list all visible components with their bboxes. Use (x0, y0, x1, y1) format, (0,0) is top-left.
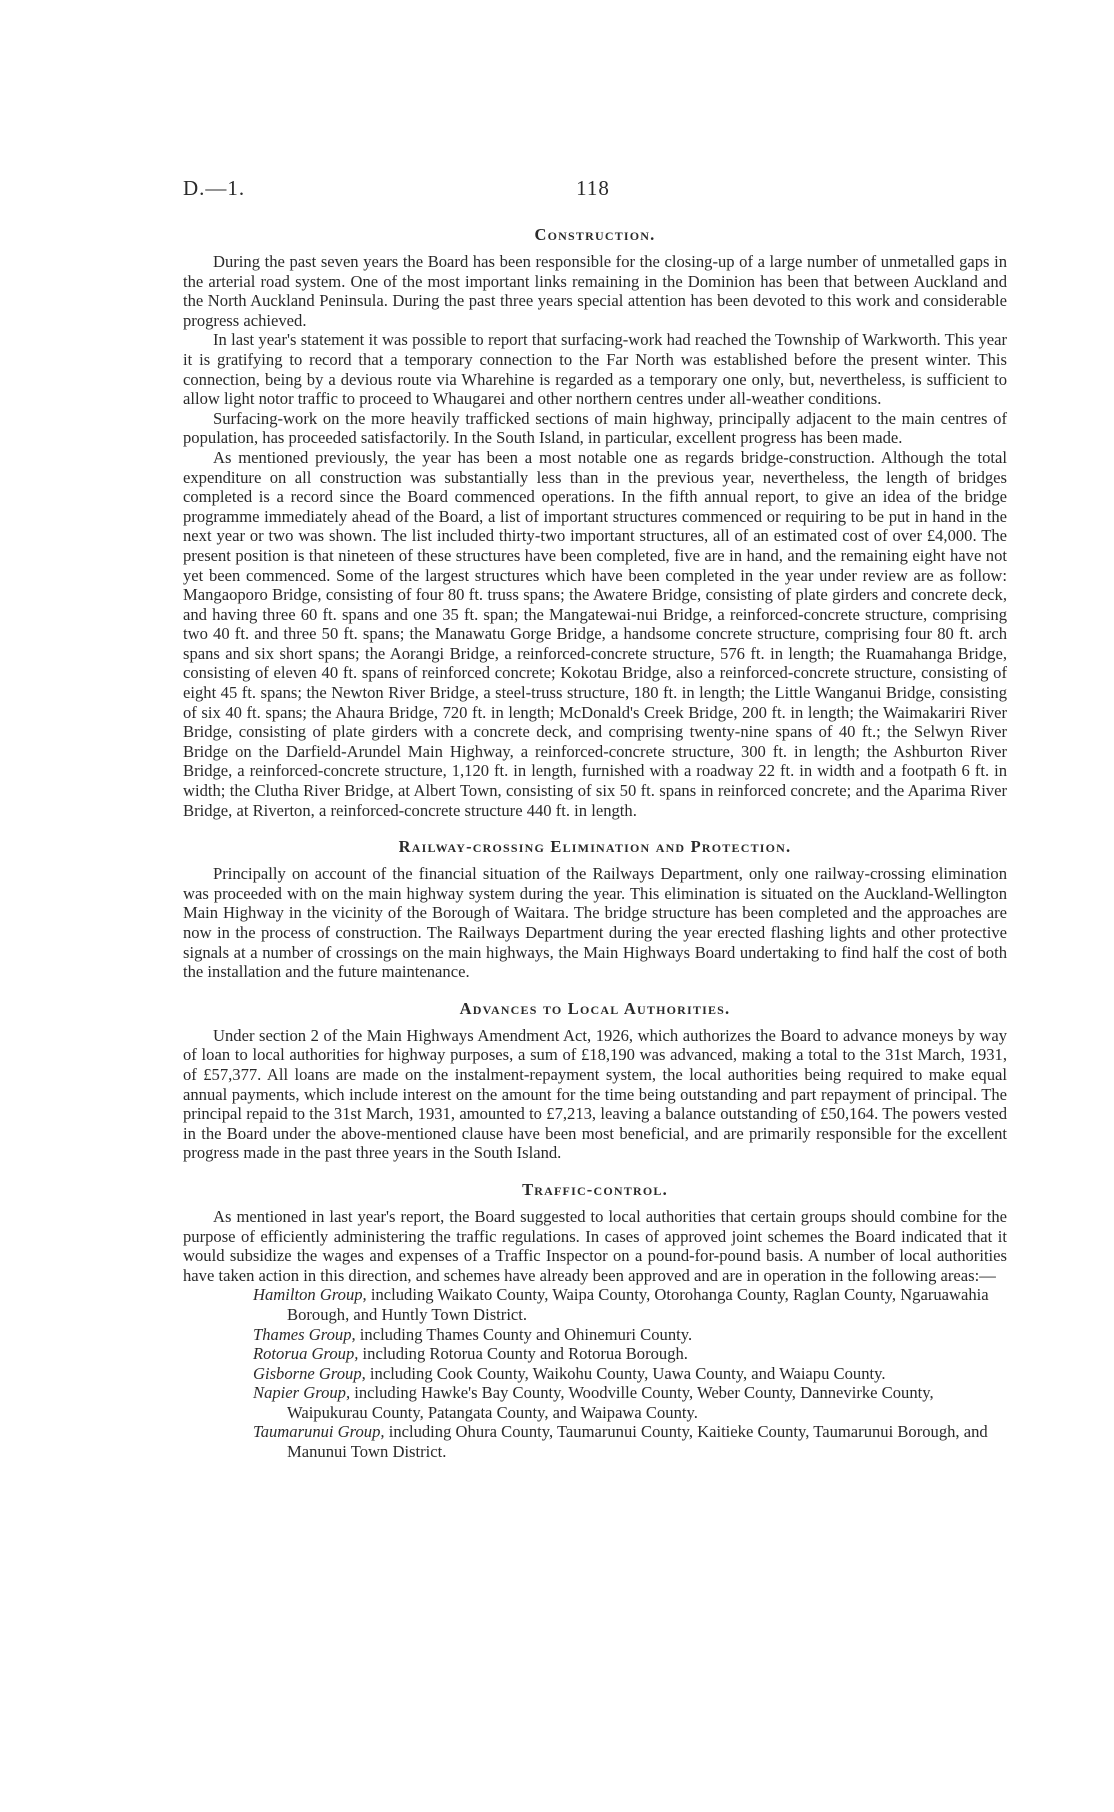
group-detail: including Ohura County, Taumarunui County, Kaitieke County, Taumarunui Borough, and Manunui Town District. (287, 1422, 988, 1462)
section-heading: Railway-crossing Elimination and Protection. (398, 837, 792, 857)
traffic-group-list (183, 1285, 1007, 1461)
group-detail: including Thames County and Ohinemuri County. (355, 1324, 693, 1344)
paragraph: In last year's statement it was possible to report that surfacing-work had reached the Township of Warkworth. This year it is gratifying to record that a temporary connection to the Far North was established before the present winter. This connection, being by a devious route via Wharehine is regarded as a temporary one only, but, nevertheless, is sufficient to allow light notor traffic to proceed to Whaugarei and other northern centres under all-weather conditions. (183, 330, 1007, 409)
list-item (253, 1422, 1007, 1461)
group-name: Gisborne Group, (253, 1363, 366, 1383)
group-detail: including Cook County, Waikohu County, Uawa County, and Waiapu County. (365, 1363, 886, 1383)
running-head (183, 176, 1003, 202)
group-name: Thames Group, (253, 1324, 356, 1344)
section-heading: Advances to Local Authorities. (459, 998, 731, 1018)
list-item (253, 1383, 1007, 1422)
section-construction (183, 225, 1007, 820)
group-detail: including Waikato County, Waipa County, Otorohanga County, Raglan County, Ngaruawahia Borough, and Huntly Town District. (287, 1285, 989, 1324)
group-detail: including Rotorua County and Rotorua Borough. (358, 1344, 688, 1364)
section-heading: Construction. (534, 225, 656, 244)
paragraph: During the past seven years the Board has been responsible for the closing-up of a large number of unmetalled gaps in the arterial road system. One of the most important links remaining in the Dominion has been that between Auckland and the North Auckland Peninsula. During the past three years special attention has been devoted to this work and considerable progress achieved. (183, 252, 1007, 330)
paragraph: Surfacing-work on the more heavily trafficked sections of main highway, principally adjacent to the main centres of population, has proceeded satisfactorily. In the South Island, in particular, excellent progress has been made. (183, 408, 1007, 448)
list-item (253, 1344, 1007, 1364)
section-traffic-control (183, 1180, 1007, 1462)
group-name: Rotorua Group, (253, 1344, 359, 1364)
paragraph: As mentioned previously, the year has been a most notable one as regards bridge-construction. Although the total expenditure on all construction was substantially less than in the previous year, nevertheless, the length of bridges completed is a record since the Board commenced operations. In the fifth annual report, to give an idea of the bridge programme immediately ahead of the Board, a list of important structures commenced or requiring to be put in hand in the next year or two was shown. The list included thirty-two important structures, all of an estimated cost of over £4,000. The present position is that nineteen of these structures have been completed, five are in hand, and the remaining eight have not yet been commenced. Some of the largest structures which have been completed in the year under review are as follow: Mangaoporo Bridge, consisting of four 80 ft. truss spans; the Awatere Bridge, consisting of plate girders and concrete deck, and having three 60 ft. spans and one 35 ft. span; the Mangatewai-nui Bridge, a reinforced-concrete structure, comprising two 40 ft. and three 50 ft. spans; the Manawatu Gorge Bridge, a handsome concrete structure, comprising four 80 ft. arch spans and six short spans; the Aorangi Bridge, a reinforced-concrete structure, 576 ft. in length; the Ruamahanga Bridge, consisting of eleven 40 ft. spans of reinforced concrete; Kokotau Bridge, also a reinforced-concrete structure, consisting of eight 45 ft. spans; the Newton River Bridge, a steel-truss structure, 180 ft. in length; the Little Wanganui Bridge, consisting of six 40 ft. spans; the Ahaura Bridge, 720 ft. in length; McDonald's Creek Bridge, 200 ft. in length; the Waimakariri River Bridge, consisting of plate girders with a concrete deck, and comprising twenty-nine spans of 40 ft.; the Selwyn River Bridge on the Darfield-Arundel Main Highway, a reinforced-concrete structure, 300 ft. in length; the Ashburton River Bridge, a reinforced-concrete structure, 1,120 ft. in length, furnished with a roadway 22 ft. in width and a footpath 6 ft. in width; the Clutha River Bridge, at Albert Town, consisting of six 50 ft. spans in reinforced concrete; and the Aparima River Bridge, at Riverton, a reinforced-concrete structure 440 ft. in length. (183, 447, 1007, 820)
group-name: Taumarunui Group, (253, 1422, 385, 1442)
section-advances (183, 999, 1007, 1163)
section-railway-crossing (183, 837, 1007, 982)
page-number: 118 (576, 176, 610, 200)
group-name: Napier Group, (253, 1383, 351, 1403)
list-item (253, 1364, 1007, 1384)
body-text (183, 225, 1007, 1462)
document-reference: D.—1. (183, 176, 246, 200)
paragraph: As mentioned in last year's report, the Board suggested to local authorities that certain groups should combine for the purpose of efficiently administering the traffic regulations. In cases of approved joint schemes the Board indicated that it would subsidize the wages and expenses of a Traffic Inspector on a pound-for-pound basis. A number of local authorities have taken action in this direction, and schemes have already been approved and are in operation in the following areas:— (183, 1206, 1007, 1285)
paragraph: Under section 2 of the Main Highways Amendment Act, 1926, which authorizes the Board to advance moneys by way of loan to local authorities for highway purposes, a sum of £18,190 was advanced, making a total to the 31st March, 1931, of £57,377. All loans are made on the instalment-repayment system, the local authorities being required to make equal annual payments, which include interest on the amount for the time being outstanding and part repayment of principal. The principal repaid to the 31st March, 1931, amounted to £7,213, leaving a balance outstanding of £50,164. The powers vested in the Board under the above-mentioned clause have been most beneficial, and are primarily responsible for the excellent progress made in the past three years in the South Island. (183, 1025, 1007, 1163)
group-name: Hamilton Group, (253, 1285, 367, 1305)
list-item (253, 1325, 1007, 1345)
group-detail: including Hawke's Bay County, Woodville County, Weber County, Dannevirke County, Waipukurau County, Patangata County, and Waipawa County. (287, 1383, 934, 1422)
section-heading: Traffic-control. (522, 1179, 668, 1199)
list-item (253, 1285, 1007, 1324)
paragraph: Principally on account of the financial situation of the Railways Department, only one railway-crossing elimination was proceeded with on the main highway system during the year. This elimination is situated on the Auckland-Wellington Main Highway in the vicinity of the Borough of Waitara. The bridge structure has been completed and the approaches are now in the process of construction. The Railways Department during the year erected flashing lights and other protective signals at a number of crossings on the main highways, the Main Highways Board undertaking to find half the cost of both the installation and the future maintenance. (183, 864, 1007, 982)
